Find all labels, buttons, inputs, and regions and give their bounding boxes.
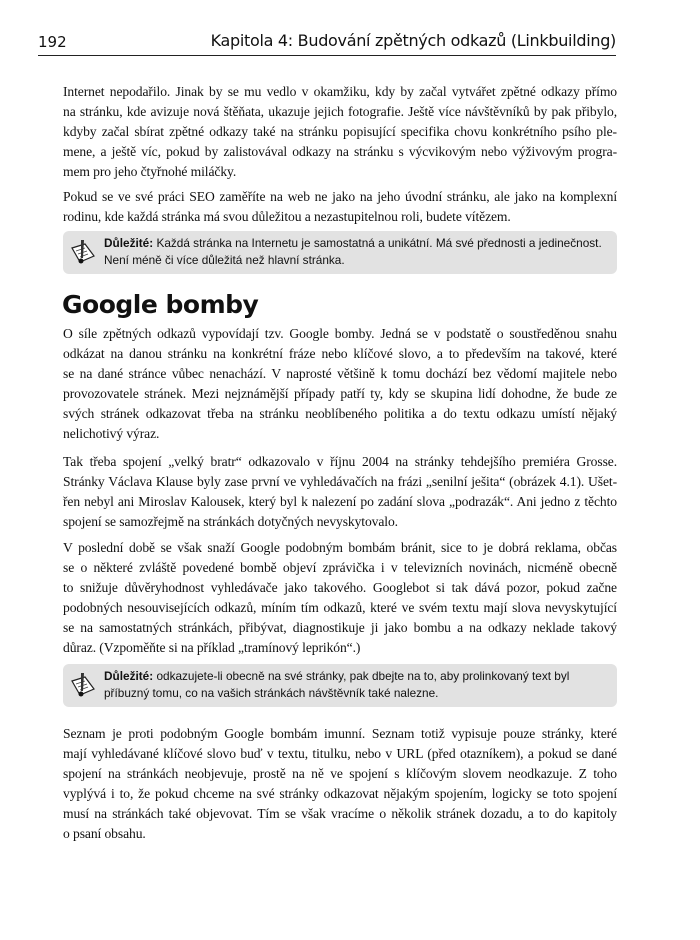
paragraph	[63, 538, 617, 658]
text-line: svých stránek odkazovat třeba na stránku neoblíbeného politika a do textu odkazu umístí nějaký	[63, 406, 617, 421]
important-note	[63, 664, 617, 707]
important-note	[63, 231, 617, 274]
text-line: Pokud se ve své práci SEO zaměříte na web ne jako na jeho úvodní stránku, ale jako na komplexní	[63, 189, 617, 204]
important-note-icon	[69, 238, 97, 266]
text-line: mem pro jeho čtyřnohé miláčky.	[63, 164, 237, 179]
paragraph	[63, 452, 617, 532]
text-line: V poslední době se však snaží Google podobným bombám bránit, sice to je dobrá reklama, občas	[63, 540, 617, 555]
paragraph	[63, 187, 617, 227]
paragraph	[63, 82, 617, 182]
text-line: nelichotivý výraz.	[63, 426, 160, 441]
paragraph	[63, 724, 617, 844]
text-line: Tak třeba spojení „velký bratr“ odkazovalo v říjnu 2004 na stránky tehdejšího premiéra Grosse.	[63, 454, 617, 469]
page-number: 192	[38, 33, 67, 51]
text-line: odkázat na danou stránku na konkrétní fráze nebo klíčové slovo, a to především na takové, které	[63, 346, 617, 361]
text-line: na stránku, kde avizuje nová štěňata, ukazuje jejich fotografie. Ještě více návštěvníků by pak přibylo,	[63, 104, 617, 119]
important-note-icon	[69, 671, 97, 699]
text-line: O síle zpětných odkazů vypovídají tzv. Google bomby. Jedná se v podstatě o soustředěnou snahu	[63, 326, 617, 341]
text-line: Stránky Václava Klause byly zase první ve vyhledávačích na frázi „senilní ješita“ (obrázek 4.1). Ušet-	[63, 474, 617, 489]
text-line: se na samostatných stránkách, přibývat, diagnostikuje ji jako bombu a na odkazy neklade takový	[63, 620, 617, 635]
text-line: kdyby začal sbírat zpětné odkazy také na stránku popisující specifika chovu konkrétního psího ple-	[63, 124, 617, 139]
text-line: řen nebyl ani Miroslav Kalousek, který byl k nalezení po zadání slova „podrazák“. Ani jedno z těchto	[63, 494, 617, 509]
text-line: mají vyhledávané klíčové slovo buď v textu, titulku, nebo v URL (před otazníkem), a pokud se dané	[63, 746, 617, 761]
text-line: spojení na stránkách neobjevuje, prostě na ně ve spojení s klíčovým slovem neodkazuje. Z toho	[63, 766, 617, 781]
text-line: to snižuje důvěryhodnost vyhledávače jako takového. Googlebot si tak dává pozor, pokud začne	[63, 580, 617, 595]
note-label: Důležité:	[104, 669, 154, 683]
text-line: podobných nesouvisejících odkazů, míním tím odkazů, které ve svém textu mají slova nevyskytující	[63, 600, 617, 615]
text-line: mene, a ještě víc, pokud by zalistovával odkazy na stránku s výcvikovým nebo výživovým progra-	[63, 144, 617, 159]
paragraph	[63, 324, 617, 444]
text-line: Internet nepodařilo. Jinak by se mu vedlo v okamžiku, kdy by začal vytvářet zpětné odkazy přímo	[63, 84, 617, 99]
text-line: vyplývá i to, že pokud chceme na své stránky odkazovat nějakým spojením, logicky se toto spojení	[63, 786, 617, 801]
text-line: se o některé zvláště povedené bombě objeví zprávička i v televizních novinách, nicméně obecně	[63, 560, 617, 575]
note-text: Každá stránka na Internetu je samostatná a unikátní. Má své přednosti a jedinečnost. Není méně či více důležitá než hlavní stránka.	[104, 236, 602, 267]
text-line: o psaní obsahu.	[63, 826, 146, 841]
text-line: musí na stránkách také objevovat. Tím se však vracíme o několik stránek dozadu, a to do kapitoly	[63, 806, 617, 821]
text-line: provozovatele stránek. Mezi nejznámější případy patří ty, kdy se skupina lidí dohodne, že bude ze	[63, 386, 617, 401]
text-line: se na dané stránce vůbec nenachází. V naprosté většině k tomu dochází bez vědomí majitele nebo	[63, 366, 617, 381]
text-line: Seznam je proti podobným Google bombám imunní. Seznam totiž vypisuje pouze stránky, které	[63, 726, 617, 741]
section-heading: Google bomby	[62, 290, 259, 319]
note-text: odkazujete-li obecně na své stránky, pak dbejte na to, aby prolinkovaný text byl příbuzný tomu, co na vašich stránkách návštěvník také nalezne.	[104, 669, 570, 700]
text-line: spojení se samozřejmě na stránkách dotyčných nevyskytovalo.	[63, 514, 398, 529]
text-line: důraz. (Vzpoměňte si na příklad „tramínový leprikón“.)	[63, 640, 361, 655]
note-label: Důležité:	[104, 236, 154, 250]
text-line: rodinu, kde každá stránka má svou důležitou a nezastupitelnou roli, budete vítězem.	[63, 209, 511, 224]
header-rule	[38, 55, 616, 56]
chapter-title: Kapitola 4: Budování zpětných odkazů (Linkbuilding)	[210, 31, 616, 50]
